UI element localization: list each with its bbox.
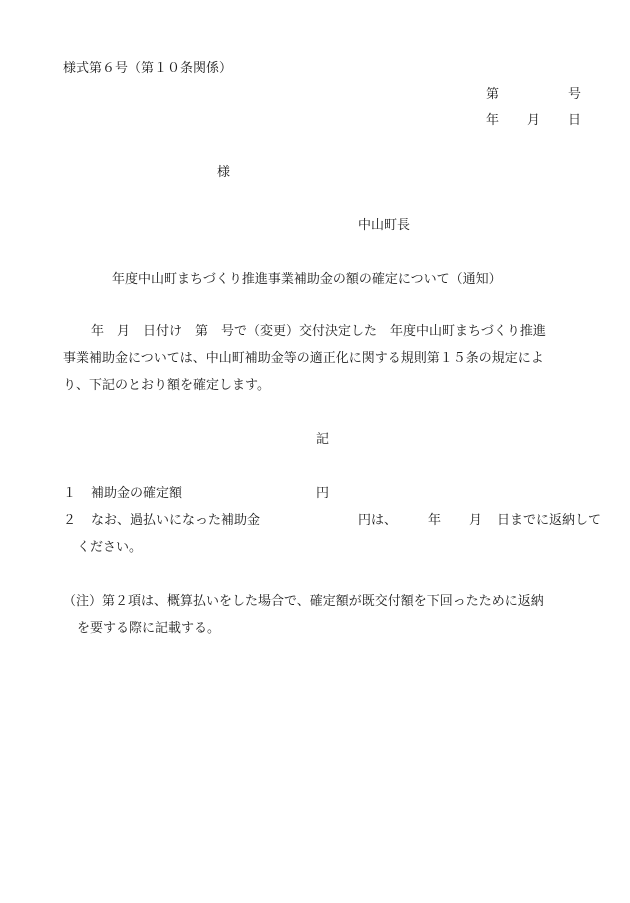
item-1-label: 補助金の確定額 bbox=[91, 486, 183, 501]
item-2-year: 年 bbox=[428, 513, 442, 528]
note-line-1: （注）第２項は、概算払いをした場合で、確定額が既交付額を下回ったために返納 bbox=[63, 594, 544, 609]
sender-name: 中山町長 bbox=[358, 218, 411, 233]
item-2-rest: 日までに返納して bbox=[497, 513, 602, 528]
addressee-suffix: 様 bbox=[217, 165, 231, 180]
item-2-continuation: ください。 bbox=[77, 540, 143, 555]
item-1-unit: 円 bbox=[316, 486, 330, 501]
date-year: 年 bbox=[486, 113, 500, 128]
ki-heading: 記 bbox=[316, 432, 330, 447]
date-month: 月 bbox=[527, 113, 541, 128]
note-line-2: を要する際に記載する。 bbox=[77, 621, 221, 636]
document-title: 年度中山町まちづくり推進事業補助金の額の確定について（通知） bbox=[112, 272, 502, 287]
body-line-1: 年 月 日付け 第 号で（変更）交付決定した 年度中山町まちづくり推進 bbox=[91, 324, 546, 339]
date-day: 日 bbox=[568, 113, 582, 128]
body-line-3: り、下記のとおり額を確定します。 bbox=[63, 378, 270, 393]
document-number-prefix: 第 bbox=[486, 87, 500, 102]
body-line-2: 事業補助金については、中山町補助金等の適正化に関する規則第１５条の規定によ bbox=[63, 351, 544, 366]
item-2-number: ２ bbox=[63, 513, 77, 528]
item-2-month: 月 bbox=[469, 513, 483, 528]
document-number-suffix: 号 bbox=[568, 87, 582, 102]
item-2-label: なお、過払いになった補助金 bbox=[91, 513, 261, 528]
item-1-number: １ bbox=[63, 486, 77, 501]
item-2-unit-text: 円は、 bbox=[358, 513, 398, 528]
form-number-header: 様式第６号（第１０条関係） bbox=[63, 61, 233, 76]
